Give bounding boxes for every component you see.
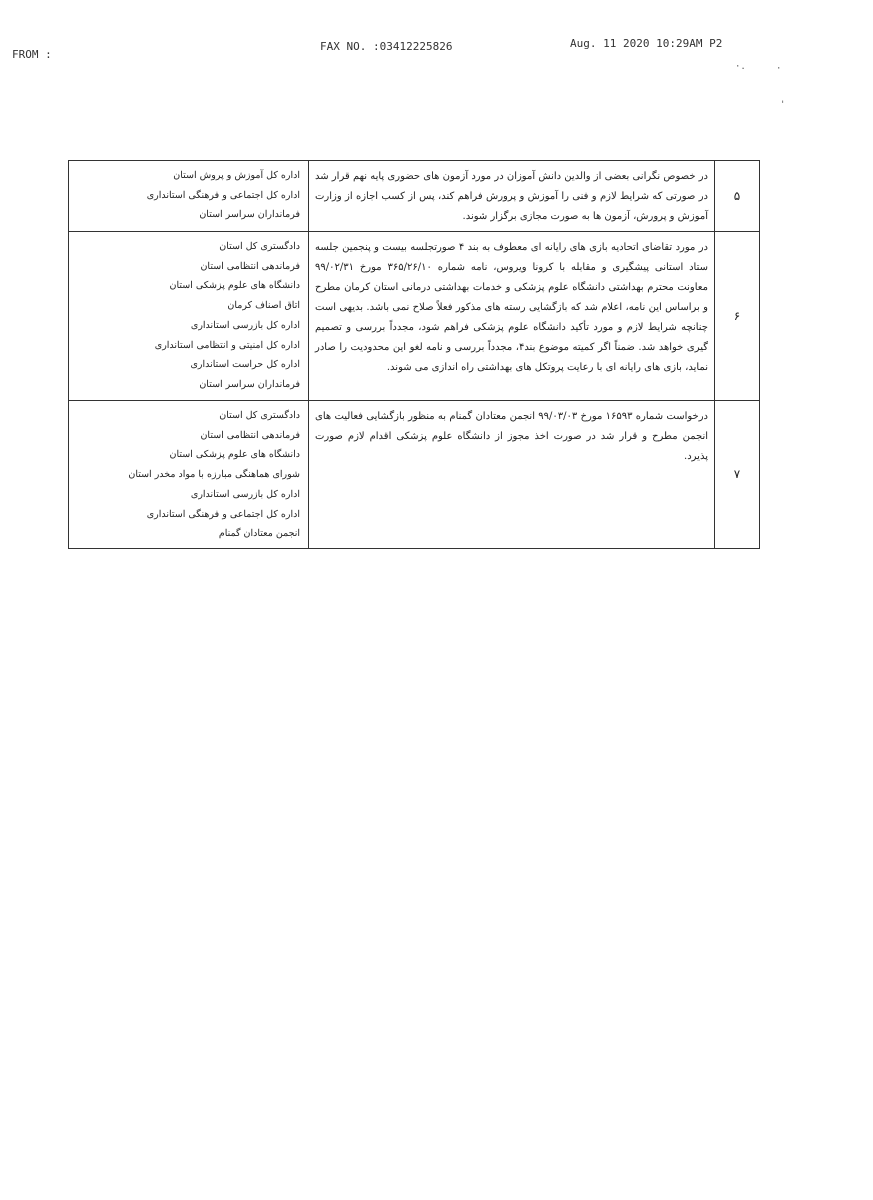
responsible-item: دادگستری کل استان <box>219 410 300 421</box>
row-description: در مورد تقاضای اتحادیه بازی های رایانه ای معطوف به بند ۴ صورتجلسه بیست و پنجمین جلسه ستاد استانی پیشگیری و مقابله با کرونا ویروس، نامه شماره ۳۶۵/۲۶/۱۰ مورخ ۹۹/۰۲/۳۱ معاونت محترم بهداشتی دانشگاه علوم پزشکی و خدمات بهداشتی درمانی استان کرمان مطرح و براساس این نامه، اعلام شد که بازگشایی رسته های مذکور فعلاً صلاح نمی باشد. بدیهی است چنانچه شرایط لازم و مورد تأکید دانشگاه علوم پزشکی فراهم شود، مجدداً بررسی و تصمیم گیری خواهد شد. ضمناً اگر کمیته موضوع بند۴، مجدداً بررسی و نامه لغو این محدودیت را صادر نماید، بازی های رایانه ای با رعایت پروتکل های بهداشتی راه اندازی می شوند. <box>309 232 715 401</box>
resolutions-table <box>68 160 760 549</box>
row-number: ۶ <box>715 232 760 401</box>
responsible-list <box>69 401 309 549</box>
fax-number: FAX NO. :03412225826 <box>320 40 453 53</box>
responsible-item: اداره کل امنیتی و انتظامی استانداری <box>154 339 300 351</box>
responsible-item: دانشگاه های علوم پزشکی استان <box>169 280 300 292</box>
responsible-item: اداره کل حراست استانداری <box>190 359 300 371</box>
row-description: درخواست شماره ۱۶۵۹۳ مورخ ۹۹/۰۳/۰۳ انجمن معتادان گمنام به منظور بازگشایی فعالیت های انجمن مطرح و قرار شد در صورت اخذ مجوز از دانشگاه علوم پزشکی اقدام لازم صورت پذیرد. <box>309 401 715 549</box>
row-description: در خصوص نگرانی بعضی از والدین دانش آموزان در مورد آزمون های حضوری پایه نهم قرار شد در صورتی که شرایط لازم و فنی را آموزش و پرورش فراهم کند، پس از کسب اجازه از وزارت آموزش و پرورش، آزمون ها به صورت مجازی برگزار شوند. <box>309 161 715 232</box>
table-row <box>69 401 760 549</box>
row-number: ۵ <box>715 161 760 232</box>
fax-header <box>0 0 873 110</box>
responsible-item: دانشگاه های علوم پزشکی استان <box>169 449 300 461</box>
responsible-item: اداره کل بازرسی استانداری <box>190 488 300 500</box>
responsible-item: اتاق اصناف کرمان <box>227 300 300 312</box>
responsible-item: اداره کل اجتماعی و فرهنگی استانداری <box>146 508 300 520</box>
responsible-item: دادگستری کل استان <box>219 241 300 252</box>
responsible-item: اداره کل بازرسی استانداری <box>190 319 300 331</box>
fax-from-label: FROM : <box>12 48 52 61</box>
responsible-item: فرمانداران سراسر استان <box>199 378 300 390</box>
responsible-item: فرمانداران سراسر استان <box>199 209 300 221</box>
responsible-item: اداره کل آموزش و پروش استان <box>173 170 300 181</box>
responsible-item: فرماندهی انتظامی استان <box>200 429 300 441</box>
responsible-item: شورای هماهنگی مبارزه با مواد مخدر استان <box>128 469 300 481</box>
scan-noise-mark: ' <box>780 100 786 110</box>
responsible-item: انجمن معتادان گمنام <box>218 528 300 540</box>
responsible-list <box>69 232 309 401</box>
responsible-list <box>69 161 309 232</box>
scan-noise-mark: ·. <box>735 62 746 72</box>
responsible-item: فرماندهی انتظامی استان <box>200 260 300 272</box>
scan-noise-mark: · <box>776 64 782 74</box>
table-row <box>69 232 760 401</box>
row-number: ۷ <box>715 401 760 549</box>
fax-date-page: Aug. 11 2020 10:29AM P2 <box>570 37 723 50</box>
responsible-item: اداره کل اجتماعی و فرهنگی استانداری <box>146 189 300 201</box>
table-row <box>69 161 760 232</box>
